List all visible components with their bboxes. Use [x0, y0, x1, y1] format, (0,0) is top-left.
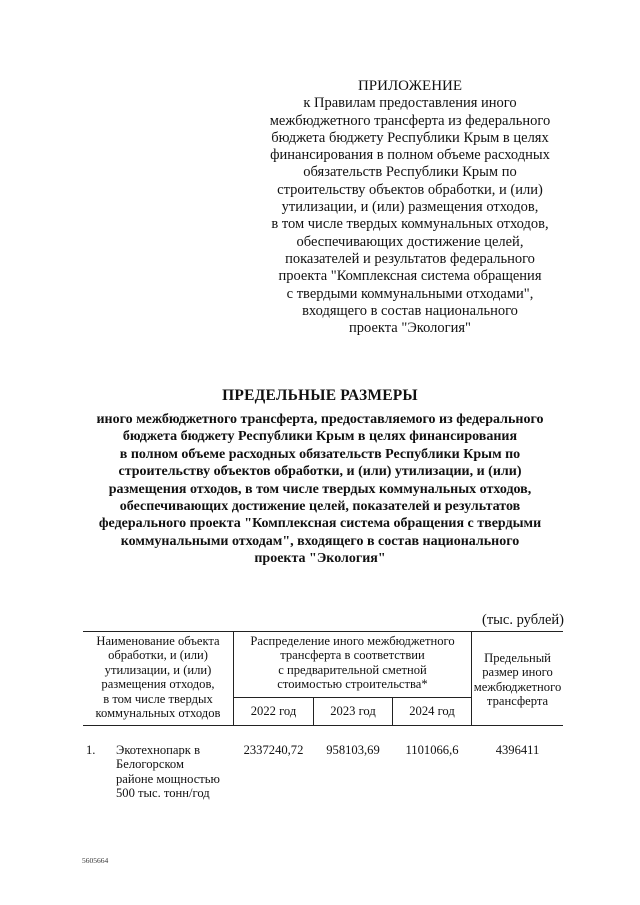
header-line: размещения отходов, [101, 677, 215, 692]
appendix-line: с твердыми коммунальными отходами", [286, 285, 534, 302]
table-top-rule [83, 631, 563, 632]
value-2023: 958103,69 [326, 743, 380, 757]
header-line: обработки, и (или) [108, 648, 208, 663]
header-line: трансферта [486, 694, 549, 709]
document-title: ПРЕДЕЛЬНЫЕ РАЗМЕРЫ [222, 387, 418, 404]
value-limit: 4396411 [495, 743, 540, 757]
appendix-line: обязательств Республики Крым по [303, 164, 517, 181]
year-header-rule [233, 697, 471, 698]
row-object-name [116, 743, 236, 801]
header-distribution [234, 634, 471, 692]
name-line: Белогорском [116, 757, 184, 772]
header-line: Наименование объекта [96, 634, 220, 648]
header-line: Распределение иного межбюджетного [250, 634, 455, 648]
header-line: размер иного [482, 665, 553, 680]
header-line: с предварительной сметной [278, 662, 427, 677]
header-year-2022: 2022 год [250, 704, 297, 718]
table-header-bottom-rule [83, 725, 563, 726]
appendix-line: бюджета бюджету Республики Крым в целях [271, 129, 549, 146]
header-line: коммунальных отходов [95, 706, 221, 721]
value-2024: 1101066,6 [405, 743, 459, 757]
subtitle-line: бюджета бюджету Республики Крым в целях финансирования [122, 429, 518, 445]
subtitle-line: федерального проекта "Комплексная система обращения с твердыми [98, 516, 542, 532]
table-row [83, 743, 563, 803]
appendix-line: обеспечивающих достижение целей, [296, 233, 524, 250]
header-year-2024: 2024 год [409, 704, 455, 718]
appendix-line: строительству объектов обработки, и (или) [277, 181, 543, 198]
subtitle-line: коммунальными отходам", входящего в состав национального [120, 533, 520, 549]
header-line: трансферта в соответствии [280, 648, 425, 663]
appendix-line: финансирования в полном объеме расходных [270, 147, 550, 164]
header-line: утилизации, и (или) [104, 662, 212, 677]
appendix-line: проекта "Экология" [349, 320, 471, 337]
row-number: 1. [86, 743, 96, 757]
subtitle-line: строительству объектов обработки, и (или) утилизации, и (или) [118, 464, 522, 480]
name-line: Экотехнопарк в [116, 743, 201, 757]
appendix-block [250, 78, 570, 337]
subtitle-line: размещения отходов, в том числе твердых коммунальных отходов, [108, 481, 532, 497]
appendix-line: утилизации, и (или) размещения отходов, [281, 199, 539, 216]
header-line: в том числе твердых [103, 691, 213, 706]
subtitle-line: обеспечивающих достижение целей, показателей и результатов [119, 499, 521, 515]
document-number: 5605664 [82, 856, 109, 865]
header-year-2023: 2023 год [330, 704, 376, 718]
header-limit [472, 651, 563, 709]
appendix-heading: ПРИЛОЖЕНИЕ [357, 78, 463, 94]
appendix-line: показателей и результатов федерального [285, 250, 535, 267]
header-object-name [83, 634, 233, 720]
appendix-line: к Правилам предоставления иного [303, 95, 517, 112]
name-line: 500 тыс. тонн/год [116, 786, 210, 801]
appendix-line: межбюджетного трансферта из федерального [269, 112, 551, 129]
document-subtitle [60, 411, 580, 568]
appendix-line: проекта "Комплексная система обращения [278, 268, 542, 285]
value-2022: 2337240,72 [243, 743, 304, 757]
header-line: Предельный [484, 651, 551, 665]
appendix-line: в том числе твердых коммунальных отходов, [271, 216, 549, 233]
appendix-line: входящего в состав национального [302, 302, 518, 319]
units-label: (тыс. рублей) [482, 612, 564, 628]
header-line: стоимостью строительства* [277, 677, 428, 692]
name-line: районе мощностью [116, 771, 220, 786]
subtitle-line: проекта "Экология" [254, 551, 386, 567]
subtitle-line: в полном объеме расходных обязательств Республики Крым по [119, 446, 521, 462]
subtitle-line: иного межбюджетного трансферта, предоставляемого из федерального [96, 412, 544, 427]
header-line: межбюджетного [473, 679, 562, 694]
